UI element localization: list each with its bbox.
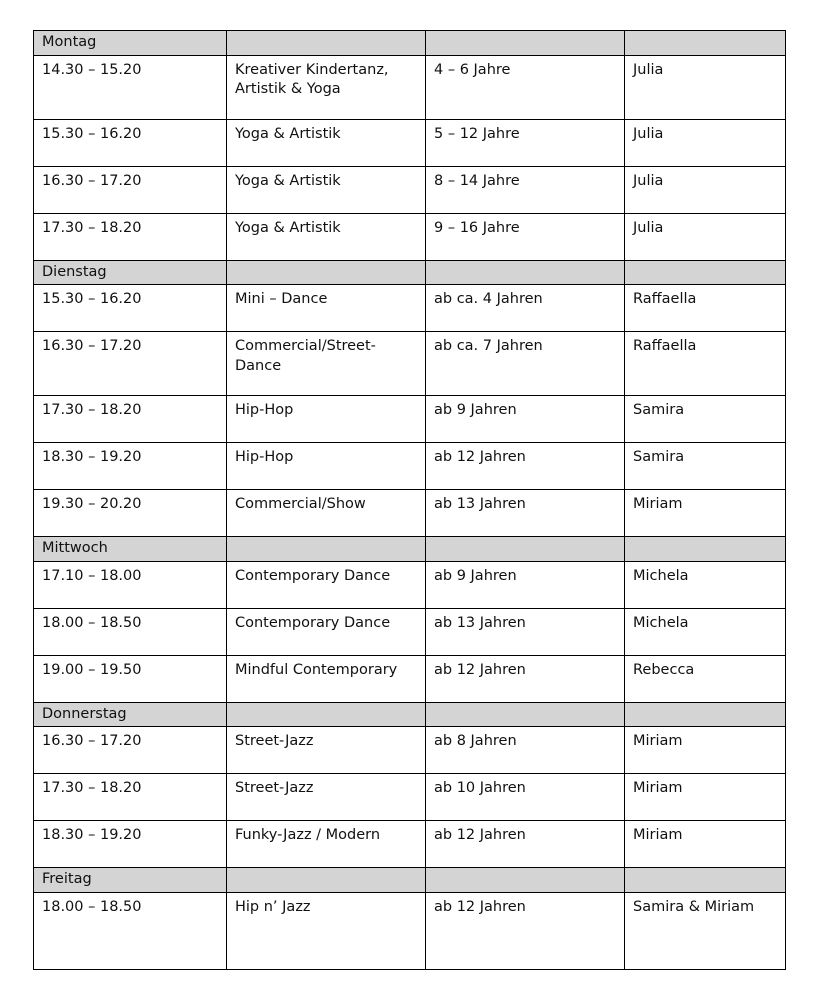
class-age: 8 – 14 Jahre	[426, 166, 625, 213]
class-name: Yoga & Artistik	[227, 166, 426, 213]
class-age: ab 13 Jahren	[426, 490, 625, 537]
class-teacher: Julia	[625, 119, 786, 166]
schedule-body	[34, 31, 786, 970]
class-time: 17.30 – 18.20	[34, 396, 227, 443]
table-row	[34, 490, 786, 537]
class-name: Street-Jazz	[227, 774, 426, 821]
class-teacher: Julia	[625, 55, 786, 119]
class-teacher: Rebecca	[625, 655, 786, 702]
class-name: Kreativer Kindertanz, Artistik & Yoga	[227, 55, 426, 119]
day-header-row	[34, 260, 786, 285]
day-name-montag: Montag	[34, 31, 227, 56]
table-row	[34, 119, 786, 166]
class-name: Funky-Jazz / Modern	[227, 821, 426, 868]
class-time: 18.30 – 19.20	[34, 821, 227, 868]
class-teacher: Raffaella	[625, 285, 786, 332]
class-time: 16.30 – 17.20	[34, 332, 227, 396]
table-row	[34, 443, 786, 490]
table-row	[34, 332, 786, 396]
class-teacher: Miriam	[625, 490, 786, 537]
table-row	[34, 774, 786, 821]
class-time: 17.30 – 18.20	[34, 213, 227, 260]
class-teacher: Miriam	[625, 821, 786, 868]
table-row	[34, 561, 786, 608]
class-name: Hip-Hop	[227, 396, 426, 443]
day-header-spacer	[426, 702, 625, 727]
day-header-row	[34, 702, 786, 727]
table-row	[34, 213, 786, 260]
day-header-spacer	[227, 537, 426, 562]
table-row	[34, 727, 786, 774]
class-age: ab 12 Jahren	[426, 443, 625, 490]
class-age: ab 12 Jahren	[426, 821, 625, 868]
day-header-spacer	[426, 537, 625, 562]
day-header-spacer	[625, 537, 786, 562]
class-time: 16.30 – 17.20	[34, 166, 227, 213]
table-row	[34, 655, 786, 702]
class-time: 18.00 – 18.50	[34, 892, 227, 969]
class-name: Hip-Hop	[227, 443, 426, 490]
class-age: ab 13 Jahren	[426, 608, 625, 655]
class-name: Commercial/Street-Dance	[227, 332, 426, 396]
class-name: Commercial/Show	[227, 490, 426, 537]
class-teacher: Raffaella	[625, 332, 786, 396]
class-time: 18.00 – 18.50	[34, 608, 227, 655]
day-header-spacer	[227, 31, 426, 56]
class-time: 17.10 – 18.00	[34, 561, 227, 608]
day-name-dienstag: Dienstag	[34, 260, 227, 285]
class-name: Contemporary Dance	[227, 608, 426, 655]
table-row	[34, 396, 786, 443]
class-time: 15.30 – 16.20	[34, 285, 227, 332]
class-time: 15.30 – 16.20	[34, 119, 227, 166]
class-teacher: Julia	[625, 213, 786, 260]
class-teacher: Michela	[625, 608, 786, 655]
class-age: 5 – 12 Jahre	[426, 119, 625, 166]
class-time: 19.00 – 19.50	[34, 655, 227, 702]
class-teacher: Julia	[625, 166, 786, 213]
class-name: Contemporary Dance	[227, 561, 426, 608]
class-time: 19.30 – 20.20	[34, 490, 227, 537]
class-age: ab 12 Jahren	[426, 655, 625, 702]
day-header-spacer	[625, 260, 786, 285]
table-row	[34, 821, 786, 868]
class-age: ab 10 Jahren	[426, 774, 625, 821]
table-row	[34, 285, 786, 332]
class-teacher: Samira & Miriam	[625, 892, 786, 969]
class-time: 17.30 – 18.20	[34, 774, 227, 821]
day-header-row	[34, 31, 786, 56]
class-teacher: Samira	[625, 396, 786, 443]
class-age: ab 9 Jahren	[426, 561, 625, 608]
class-time: 18.30 – 19.20	[34, 443, 227, 490]
class-teacher: Samira	[625, 443, 786, 490]
day-header-spacer	[227, 702, 426, 727]
class-time: 14.30 – 15.20	[34, 55, 227, 119]
day-header-spacer	[625, 702, 786, 727]
class-name: Yoga & Artistik	[227, 213, 426, 260]
day-name-mittwoch: Mittwoch	[34, 537, 227, 562]
table-row	[34, 892, 786, 969]
class-teacher: Michela	[625, 561, 786, 608]
day-header-spacer	[227, 868, 426, 893]
class-time: 16.30 – 17.20	[34, 727, 227, 774]
day-header-spacer	[227, 260, 426, 285]
class-age: 9 – 16 Jahre	[426, 213, 625, 260]
table-row	[34, 55, 786, 119]
class-name: Hip n’ Jazz	[227, 892, 426, 969]
class-name: Yoga & Artistik	[227, 119, 426, 166]
class-teacher: Miriam	[625, 727, 786, 774]
class-age: 4 – 6 Jahre	[426, 55, 625, 119]
day-header-spacer	[625, 868, 786, 893]
schedule-table	[33, 30, 786, 970]
class-age: ab 12 Jahren	[426, 892, 625, 969]
table-row	[34, 166, 786, 213]
class-age: ab 8 Jahren	[426, 727, 625, 774]
class-name: Mini – Dance	[227, 285, 426, 332]
class-name: Mindful Contemporary	[227, 655, 426, 702]
class-age: ab ca. 4 Jahren	[426, 285, 625, 332]
day-name-freitag: Freitag	[34, 868, 227, 893]
day-header-spacer	[426, 31, 625, 56]
table-row	[34, 608, 786, 655]
day-header-spacer	[426, 868, 625, 893]
class-name: Street-Jazz	[227, 727, 426, 774]
day-name-donnerstag: Donnerstag	[34, 702, 227, 727]
class-age: ab ca. 7 Jahren	[426, 332, 625, 396]
class-age: ab 9 Jahren	[426, 396, 625, 443]
class-teacher: Miriam	[625, 774, 786, 821]
day-header-row	[34, 868, 786, 893]
day-header-row	[34, 537, 786, 562]
day-header-spacer	[625, 31, 786, 56]
day-header-spacer	[426, 260, 625, 285]
